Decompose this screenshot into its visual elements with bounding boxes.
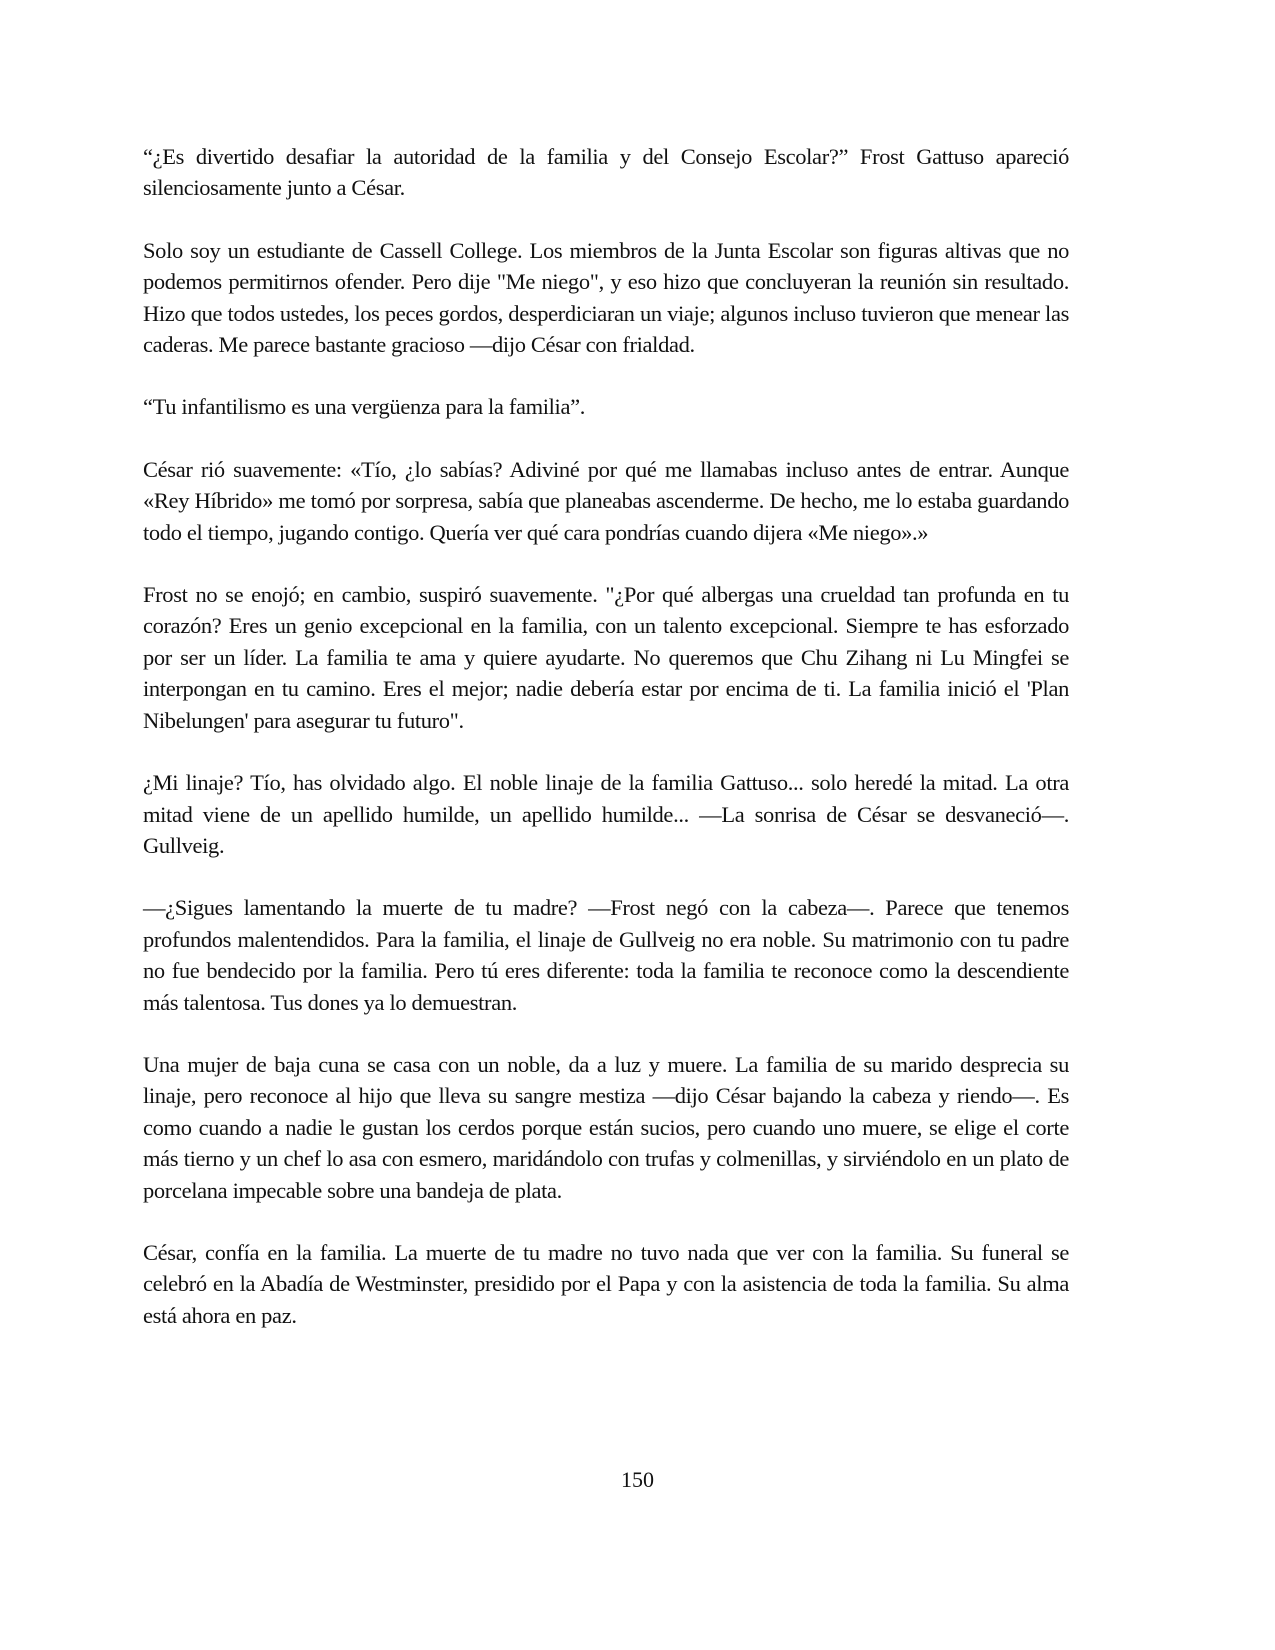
body-text bbox=[143, 141, 1069, 1362]
paragraph-6: ¿Mi linaje? Tío, has olvidado algo. El noble linaje de la familia Gattuso... solo heredé la mitad. La otra mitad viene de un apellido humilde, un apellido humilde... —La sonrisa de César se desvaneció—. Gullveig. bbox=[143, 770, 1069, 858]
paragraph-3: “Tu infantilismo es una vergüenza para la familia”. bbox=[143, 394, 586, 420]
paragraph-8: Una mujer de baja cuna se casa con un noble, da a luz y muere. La familia de su marido desprecia su linaje, pero reconoce al hijo que lleva su sangre mestiza —dijo César bajando la cabeza y riendo—. Es como cuando a nadie le gustan los cerdos porque están sucios, pero cuando uno muere, se elige el corte más tierno y un chef lo asa con esmero, maridándolo con trufas y colmenillas, y sirviéndolo en un plato de porcelana impecable sobre una bandeja de plata. bbox=[143, 1051, 1069, 1203]
paragraph-4: César rió suavemente: «Tío, ¿lo sabías? Adiviné por qué me llamabas incluso antes de entrar. Aunque «Rey Híbrido» me tomó por sorpresa, sabía que planeabas ascenderme. De hecho, me lo estaba guardando todo el tiempo, jugando contigo. Quería ver qué cara pondrías cuando dijera «Me niego».» bbox=[143, 456, 1069, 545]
page-number: 150 bbox=[621, 1467, 654, 1492]
paragraph-1: “¿Es divertido desafiar la autoridad de la familia y del Consejo Escolar?” Frost Gattuso apareció silenciosamente junto a César. bbox=[143, 144, 1069, 201]
paragraph-5: Frost no se enojó; en cambio, suspiró suavemente. "¿Por qué albergas una crueldad tan profunda en tu corazón? Eres un genio excepcional en la familia, con un talento excepcional. Siempre te has esforzado por ser un líder. La familia te ama y quiere ayudarte. No queremos que Chu Zihang ni Lu Mingfei se interpongan en tu camino. Eres el mejor; nadie debería estar por encima de ti. La familia inició el 'Plan Nibelungen' para asegurar tu futuro". bbox=[143, 582, 1069, 733]
paragraph-7: —¿Sigues lamentando la muerte de tu madre? —Frost negó con la cabeza—. Parece que tenemos profundos malentendidos. Para la familia, el linaje de Gullveig no era noble. Su matrimonio con tu padre no fue bendecido por la familia. Pero tú eres diferente: toda la familia te reconoce como la descendiente más talentosa. Tus dones ya lo demuestran. bbox=[143, 895, 1069, 1015]
paragraph-2: Solo soy un estudiante de Cassell College. Los miembros de la Junta Escolar son figuras altivas que no podemos permitirnos ofender. Pero dije "Me niego", y eso hizo que concluyeran la reunión sin resultado. Hizo que todos ustedes, los peces gordos, desperdiciaran un viaje; algunos incluso tuvieron que menear las caderas. Me parece bastante gracioso —dijo César con frialdad. bbox=[143, 237, 1069, 358]
paragraph-9: César, confía en la familia. La muerte de tu madre no tuvo nada que ver con la familia. Su funeral se celebró en la Abadía de Westminster, presidido por el Papa y con la asistencia de toda la familia. Su alma está ahora en paz. bbox=[143, 1239, 1069, 1328]
